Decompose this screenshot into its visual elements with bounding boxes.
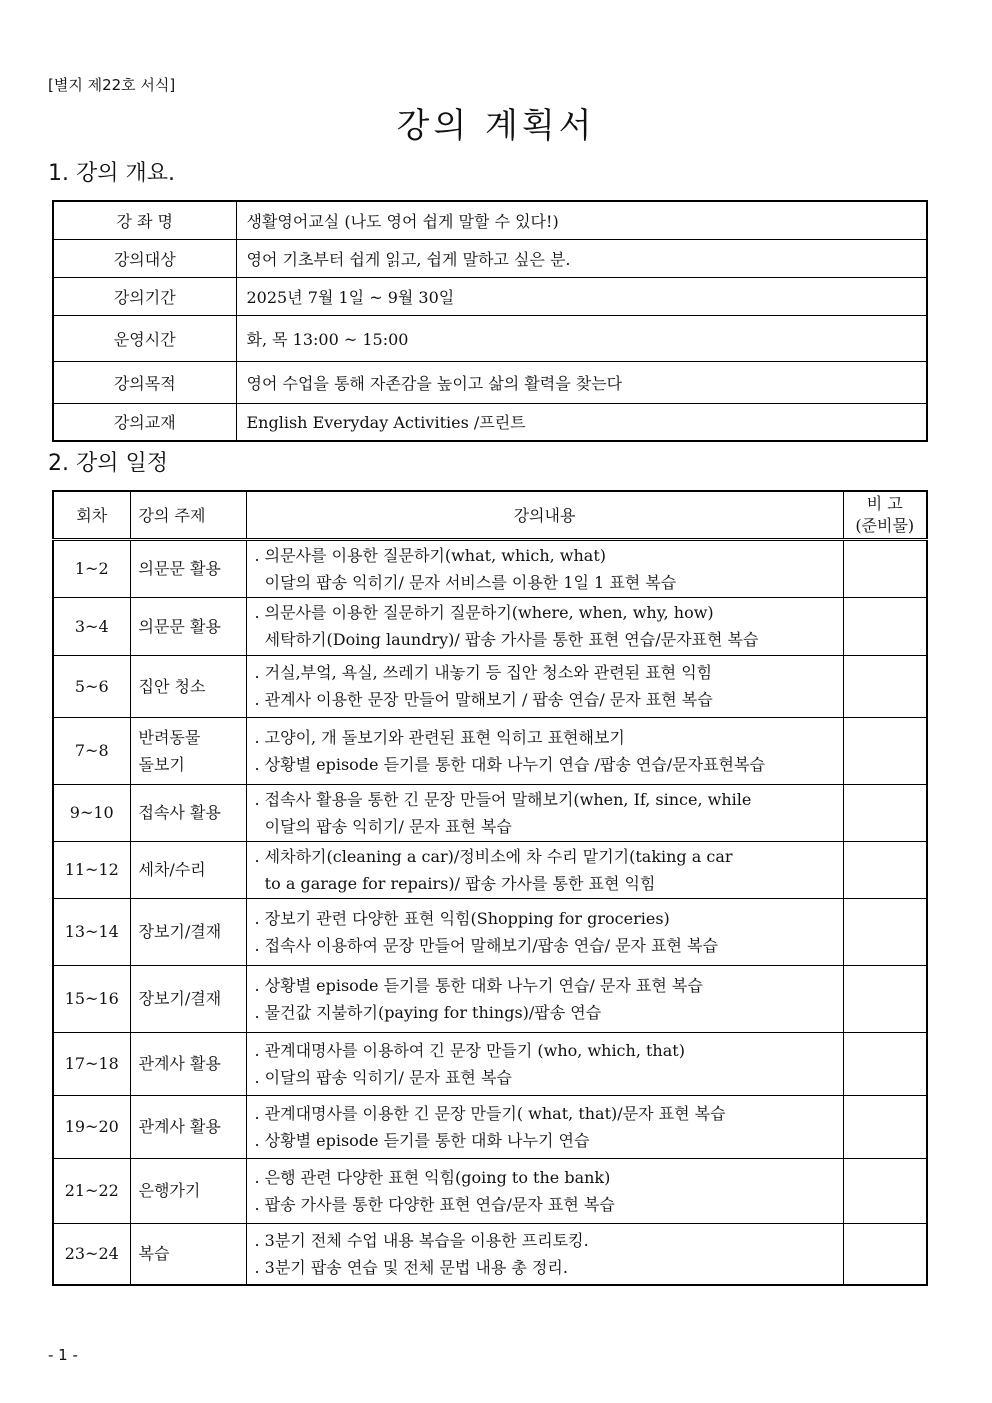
- header-note: [843, 491, 927, 539]
- overview-label: 강의교재: [53, 403, 236, 441]
- schedule-content-line-2: . 물건값 지불하기(paying for things)/팝송 연습: [254, 1002, 602, 1022]
- overview-value: 2025년 7월 1일 ~ 9월 30일: [236, 277, 927, 315]
- schedule-topic: 은행가기: [130, 1158, 246, 1223]
- schedule-topic: 집안 청소: [130, 655, 246, 717]
- schedule-content: [246, 1158, 843, 1223]
- schedule-session: 17~18: [53, 1032, 130, 1095]
- schedule-content: [246, 784, 843, 841]
- schedule-note: [843, 1032, 927, 1095]
- schedule-content-line-1: . 관계대명사를 이용한 긴 문장 만들기( what, that)/문자 표현 복습: [254, 1103, 726, 1123]
- schedule-row: [53, 1095, 927, 1158]
- schedule-content: [246, 898, 843, 965]
- schedule-content-line-1: . 의문사를 이용한 질문하기 질문하기(where, when, why, how): [254, 603, 714, 622]
- overview-label: 운영시간: [53, 315, 236, 361]
- schedule-row: [53, 965, 927, 1032]
- schedule-note: [843, 1223, 927, 1285]
- overview-label: 강의목적: [53, 361, 236, 403]
- schedule-session: 21~22: [53, 1158, 130, 1223]
- schedule-row: [53, 841, 927, 898]
- schedule-content: [246, 1032, 843, 1095]
- schedule-row: [53, 1032, 927, 1095]
- schedule-session: 7~8: [53, 717, 130, 784]
- schedule-content-line-2: . 이달의 팝송 익히기/ 문자 표현 복습: [254, 1067, 512, 1087]
- schedule-session: 15~16: [53, 965, 130, 1032]
- schedule-topic: 장보기/결재: [130, 965, 246, 1032]
- schedule-content: [246, 539, 843, 597]
- schedule-content: [246, 655, 843, 717]
- schedule-topic: 접속사 활용: [130, 784, 246, 841]
- schedule-content-line-1: . 은행 관련 다양한 표현 익힘(going to the bank): [254, 1167, 611, 1187]
- schedule-session: 3~4: [53, 597, 130, 655]
- schedule-session: 19~20: [53, 1095, 130, 1158]
- overview-value: 영어 수업을 통해 자존감을 높이고 삶의 활력을 찾는다: [236, 361, 927, 403]
- header-topic: 강의 주제: [130, 491, 246, 539]
- schedule-note: [843, 717, 927, 784]
- schedule-content-line-1: . 3분기 전체 수업 내용 복습을 이용한 프리토킹.: [254, 1230, 589, 1250]
- schedule-content-line-1: . 의문사를 이용한 질문하기(what, which, what): [254, 545, 607, 565]
- schedule-row: [53, 597, 927, 655]
- schedule-content-line-1: . 접속사 활용을 통한 긴 문장 만들어 말해보기(when, If, since, while: [254, 789, 752, 809]
- schedule-row: [53, 717, 927, 784]
- overview-row: [53, 201, 927, 239]
- schedule-session: 11~12: [53, 841, 130, 898]
- schedule-content-line-2: 세탁하기(Doing laundry)/ 팝송 가사를 통한 표현 연습/문자표현 복습: [254, 630, 759, 649]
- schedule-content-line-1: . 상황별 episode 듣기를 통한 대화 나누기 연습/ 문자 표현 복습: [254, 975, 703, 995]
- schedule-content-line-2: to a garage for repairs)/ 팝송 가사를 통한 표현 익힘: [254, 873, 656, 893]
- schedule-row: [53, 1223, 927, 1285]
- header-note-line2: (준비물): [855, 515, 915, 535]
- schedule-row: [53, 1158, 927, 1223]
- schedule-content-line-1: . 관계대명사를 이용하여 긴 문장 만들기 (who, which, that): [254, 1040, 685, 1060]
- schedule-note: [843, 965, 927, 1032]
- schedule-content-line-2: . 관계사 이용한 문장 만들어 말해보기 / 팝송 연습/ 문자 표현 복습: [254, 690, 713, 709]
- schedule-content-line-1: . 세차하기(cleaning a car)/정비소에 차 수리 맡기기(taking a car: [254, 846, 733, 866]
- schedule-topic: 관계사 활용: [130, 1032, 246, 1095]
- overview-label: 강의대상: [53, 239, 236, 277]
- schedule-content-line-2: . 팝송 가사를 통한 다양한 표현 연습/문자 표현 복습: [254, 1194, 615, 1214]
- schedule-row: [53, 539, 927, 597]
- schedule-note: [843, 898, 927, 965]
- schedule-content-line-2: . 3분기 팝송 연습 및 전체 문법 내용 총 정리.: [254, 1257, 568, 1277]
- section-heading-overview: 1. 강의 개요.: [48, 161, 175, 186]
- overview-row: [53, 361, 927, 403]
- schedule-header-row: [53, 491, 927, 539]
- overview-label: 강의기간: [53, 277, 236, 315]
- section-heading-schedule: 2. 강의 일정: [48, 451, 168, 476]
- schedule-topic: 의문문 활용: [130, 539, 246, 597]
- schedule-content-line-2: 이달의 팝송 익히기/ 문자 표현 복습: [254, 816, 512, 836]
- schedule-content: [246, 1223, 843, 1285]
- header-note-line1: 비 고: [866, 493, 903, 513]
- schedule-note: [843, 1095, 927, 1158]
- schedule-session: 23~24: [53, 1223, 130, 1285]
- overview-label: 강 좌 명: [53, 201, 236, 239]
- schedule-topic: 관계사 활용: [130, 1095, 246, 1158]
- overview-value: 영어 기초부터 쉽게 읽고, 쉽게 말하고 싶은 분.: [236, 239, 927, 277]
- overview-value: English Everyday Activities /프린트: [236, 403, 927, 441]
- schedule-note: [843, 655, 927, 717]
- form-number: [별지 제22호 서식]: [48, 76, 176, 94]
- schedule-content: [246, 597, 843, 655]
- schedule-session: 1~2: [53, 539, 130, 597]
- schedule-content-line-1: . 장보기 관련 다양한 표현 익힘(Shopping for groceries): [254, 908, 670, 928]
- overview-row: [53, 315, 927, 361]
- schedule-content: [246, 1095, 843, 1158]
- schedule-content-line-1: . 고양이, 개 돌보기와 관련된 표현 익히고 표현해보기: [254, 727, 625, 747]
- schedule-content: [246, 841, 843, 898]
- schedule-row: [53, 655, 927, 717]
- schedule-note: [843, 784, 927, 841]
- schedule-content-line-2: . 접속사 이용하여 문장 만들어 말해보기/팝송 연습/ 문자 표현 복습: [254, 935, 718, 955]
- schedule-session: 9~10: [53, 784, 130, 841]
- schedule-content-line-2: 이달의 팝송 익히기/ 문자 서비스를 이용한 1일 1 표현 복습: [254, 572, 677, 592]
- schedule-session: 13~14: [53, 898, 130, 965]
- header-session: 회차: [53, 491, 130, 539]
- page-number: - 1 -: [48, 1346, 78, 1364]
- schedule-content-line-2: . 상황별 episode 듣기를 통한 대화 나누기 연습 /팝송 연습/문자표현복습: [254, 754, 765, 774]
- schedule-session: 5~6: [53, 655, 130, 717]
- schedule-topic: 복습: [130, 1223, 246, 1285]
- page-title: 강의 계획서: [396, 106, 596, 146]
- schedule-note: [843, 1158, 927, 1223]
- overview-value: 화, 목 13:00 ~ 15:00: [236, 315, 927, 361]
- schedule-note: [843, 539, 927, 597]
- schedule-row: [53, 898, 927, 965]
- schedule-topic: 반려동물 돌보기: [130, 717, 246, 784]
- header-content: 강의내용: [246, 491, 843, 539]
- overview-value: 생활영어교실 (나도 영어 쉽게 말할 수 있다!): [236, 201, 927, 239]
- schedule-content-line-2: . 상황별 episode 듣기를 통한 대화 나누기 연습: [254, 1130, 590, 1150]
- overview-row: [53, 239, 927, 277]
- schedule-content-line-1: . 거실,부엌, 욕실, 쓰레기 내놓기 등 집안 청소와 관련된 표현 익힘: [254, 663, 713, 682]
- schedule-content: [246, 965, 843, 1032]
- overview-row: [53, 403, 927, 441]
- overview-table: [52, 200, 928, 442]
- schedule-row: [53, 784, 927, 841]
- schedule-table: [52, 490, 928, 1286]
- schedule-topic: 장보기/결재: [130, 898, 246, 965]
- overview-row: [53, 277, 927, 315]
- schedule-note: [843, 841, 927, 898]
- schedule-topic: 세차/수리: [130, 841, 246, 898]
- schedule-topic: 의문문 활용: [130, 597, 246, 655]
- schedule-content: [246, 717, 843, 784]
- schedule-note: [843, 597, 927, 655]
